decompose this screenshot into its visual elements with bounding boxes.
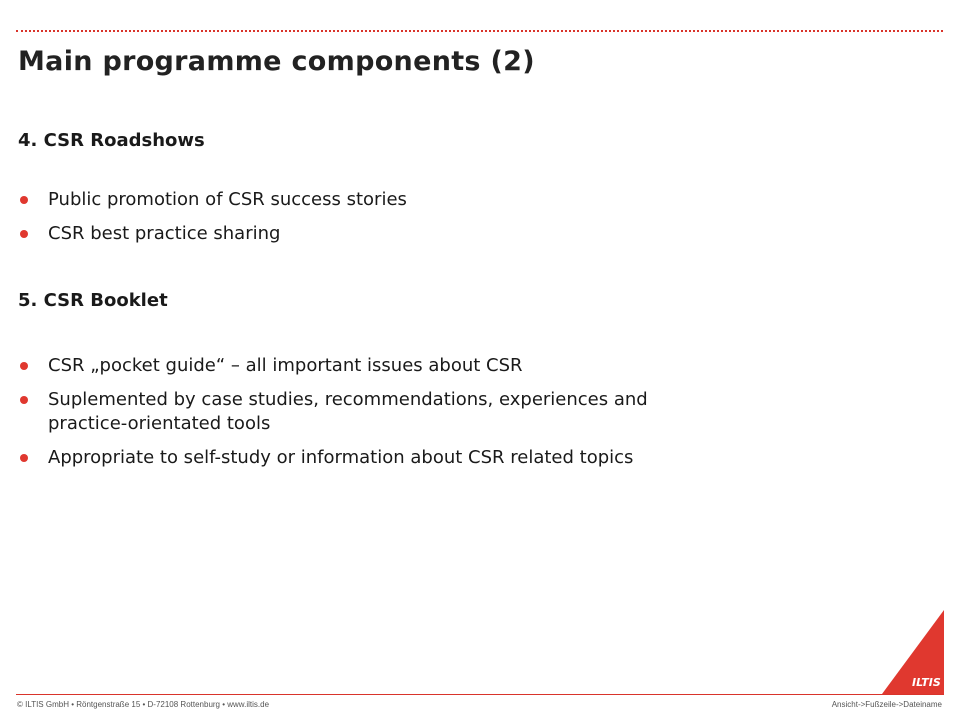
list-item — [18, 222, 407, 246]
footer-divider — [16, 694, 944, 695]
section-heading-booklet: 5. CSR Booklet — [18, 290, 168, 311]
bullet-dot-icon — [20, 196, 28, 204]
bullet-dot-icon — [20, 454, 28, 462]
bullet-dot-icon — [20, 396, 28, 404]
bullet-text: CSR best practice sharing — [48, 223, 281, 244]
bullet-text: Suplemented by case studies, recommendations, experiences and practice-orientated tools — [48, 389, 648, 434]
bullet-dot-icon — [20, 362, 28, 370]
list-item — [18, 354, 688, 378]
bullet-text: Appropriate to self-study or information about CSR related topics — [48, 447, 634, 468]
page-title: Main programme components (2) — [18, 46, 535, 77]
list-item — [18, 446, 688, 470]
bullet-list-booklet — [18, 354, 688, 480]
bullet-dot-icon — [20, 230, 28, 238]
section-heading-roadshows: 4. CSR Roadshows — [18, 130, 205, 151]
bullet-text: Public promotion of CSR success stories — [48, 189, 407, 210]
footer-filename: Ansicht->Fußzeile->Dateiname — [831, 700, 942, 709]
bullet-list-roadshows — [18, 188, 407, 256]
footer-copyright: © ILTIS GmbH • Röntgenstraße 15 • D-72108 Rottenburg • www.iltis.de — [17, 700, 270, 709]
top-dotted-divider — [16, 30, 943, 32]
list-item — [18, 188, 407, 212]
iltis-logo — [882, 610, 944, 694]
bullet-text: CSR „pocket guide“ – all important issues about CSR — [48, 355, 523, 376]
logo-text: ILTIS — [912, 676, 941, 689]
list-item — [18, 388, 688, 436]
